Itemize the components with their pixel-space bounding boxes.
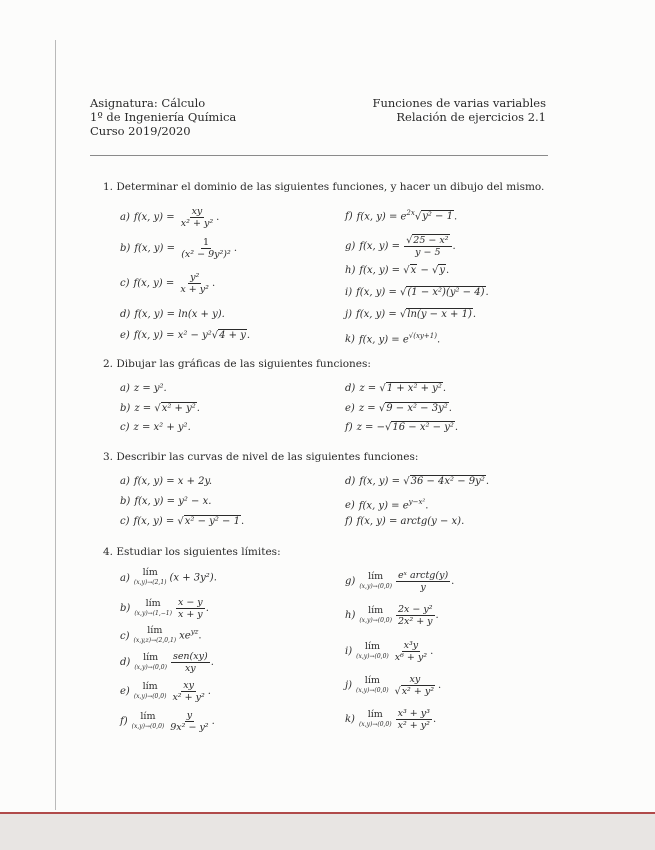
ex1-h: h) f(x, y) = √x − √y. <box>345 265 450 276</box>
page-edge-line <box>55 40 56 810</box>
ex1-a: a) f(x, y) = $\frac{xy}{\text{x² + y²}}$ . <box>120 206 220 229</box>
section-2-title: 2. Dibujar las gráficas de las siguientes funciones: <box>103 358 371 370</box>
degree-name: 1º de Ingeniería Química <box>90 110 237 124</box>
ex4-k: k) lím (x,y)→(0,0) $\frac{\text{x³ + y³}}{\text{x² + y²}}$ . <box>345 708 437 731</box>
ex4-j: j) lím (x,y)→(0,0) $\frac{xy}{\text{√x² + y²}}$ . <box>345 674 442 697</box>
ex4-i: i) lím (x,y)→(0,0) $\frac{\text{x³y}}{\text{x⁶ + y²}}$ . <box>345 640 434 663</box>
ex1-i: i) f(x, y) = √(1 − x²)(y² − 4). <box>345 287 489 298</box>
ex1-d: d) f(x, y) = ln(x + y). <box>120 309 225 320</box>
ex3-f: f) f(x, y) = arctg(y − x). <box>345 516 465 527</box>
topic-title: Funciones de varias variables <box>372 96 546 110</box>
section-4-title: 4. Estudiar los siguientes límites: <box>103 546 281 558</box>
ex1-e: e) f(x, y) = x² − y²√4 + y. <box>120 330 251 341</box>
ex4-f: f) lím (x,y)→(0,0) $\frac{y}{\text{9x² − y²}}$ . <box>120 710 215 733</box>
ex1-k: k) f(x, $y) = e^{√(xy+1)}$. <box>345 332 441 346</box>
ex2-b: b) z = √x² + y². <box>120 403 200 414</box>
ex2-a: a) z = y². <box>120 383 167 394</box>
ex4-b: b) lím (x,y)→(1,−1) $\frac{x - y}{x + y}$ . <box>120 597 209 620</box>
ex2-c: c) z = x² + y². <box>120 422 191 433</box>
academic-year: Curso 2019/2020 <box>90 124 191 138</box>
section-3-title: 3. Describir las curvas de nivel de las siguientes funciones: <box>103 451 419 463</box>
ex3-b: b) f(x, y) = y² − x. <box>120 496 212 507</box>
ex1-f: f) f(x, $y) = e^{2x}√y^2 - 1$. <box>345 209 458 223</box>
ex2-f: f) z = −√16 − x² − y². <box>345 422 459 433</box>
header-right <box>360 96 546 124</box>
header-divider <box>90 155 548 156</box>
ex4-h: h) lím (x,y)→(0,0) $\frac{\text{2x − y²}}{\text{2x² + y}}$ . <box>345 604 439 627</box>
ex4-d: d) lím (x,y)→(0,0) $\frac{\text{sen(xy)}}{xy}$ . <box>120 651 214 674</box>
ex4-g: g) lím (x,y)→(0,0) $\frac{\text{eˣ arctg(y)}}{y}$ . <box>345 570 455 593</box>
ex3-c: c) f(x, y) = √x² − y² − 1. <box>120 516 245 527</box>
section-1-title: 1. Determinar el dominio de las siguientes funciones, y hacer un dibujo del mismo. <box>103 181 545 193</box>
ex3-e: e) f(x, $y) = e^{y-x^2}$. <box>345 498 429 512</box>
course-name: Asignatura: Cálculo <box>90 96 206 110</box>
ex1-g: g) f(x, y) = $\frac{\text{√25 − x²}}{y - 5}$ . <box>345 235 456 258</box>
header-left <box>90 96 236 138</box>
ex2-d: d) z = √1 + x² + y². <box>345 383 447 394</box>
ex1-j: j) f(x, y) = √ln(y − x + 1). <box>345 309 477 320</box>
ex1-b: b) f(x, y) = $\frac{1}{\text{(x² − 9y²)²}}$ . <box>120 237 238 260</box>
page-bottom-edge <box>0 812 655 850</box>
ex3-d: d) f(x, y) = √36 − 4x² − 9y². <box>345 476 490 487</box>
exercise-set-title: Relación de ejercicios 2.1 <box>396 110 546 124</box>
ex1-c: c) f(x, y) = $\frac{\text{y²}}{\text{x + y²}}$ . <box>120 272 216 295</box>
ex3-a: a) f(x, y) = x + 2y. <box>120 476 212 487</box>
ex4-c: c) lím (x,y,z)→(2,0,1) $xe^{yz}$. <box>120 625 202 644</box>
ex4-a: a) lím (x,y)→(2,1) (x + 3y²). <box>120 567 217 586</box>
ex4-e: e) lím (x,y)→(0,0) $\frac{xy}{\text{x² + y²}}$ . <box>120 680 211 703</box>
ex2-e: e) z = √9 − x² − 3y². <box>345 403 452 414</box>
